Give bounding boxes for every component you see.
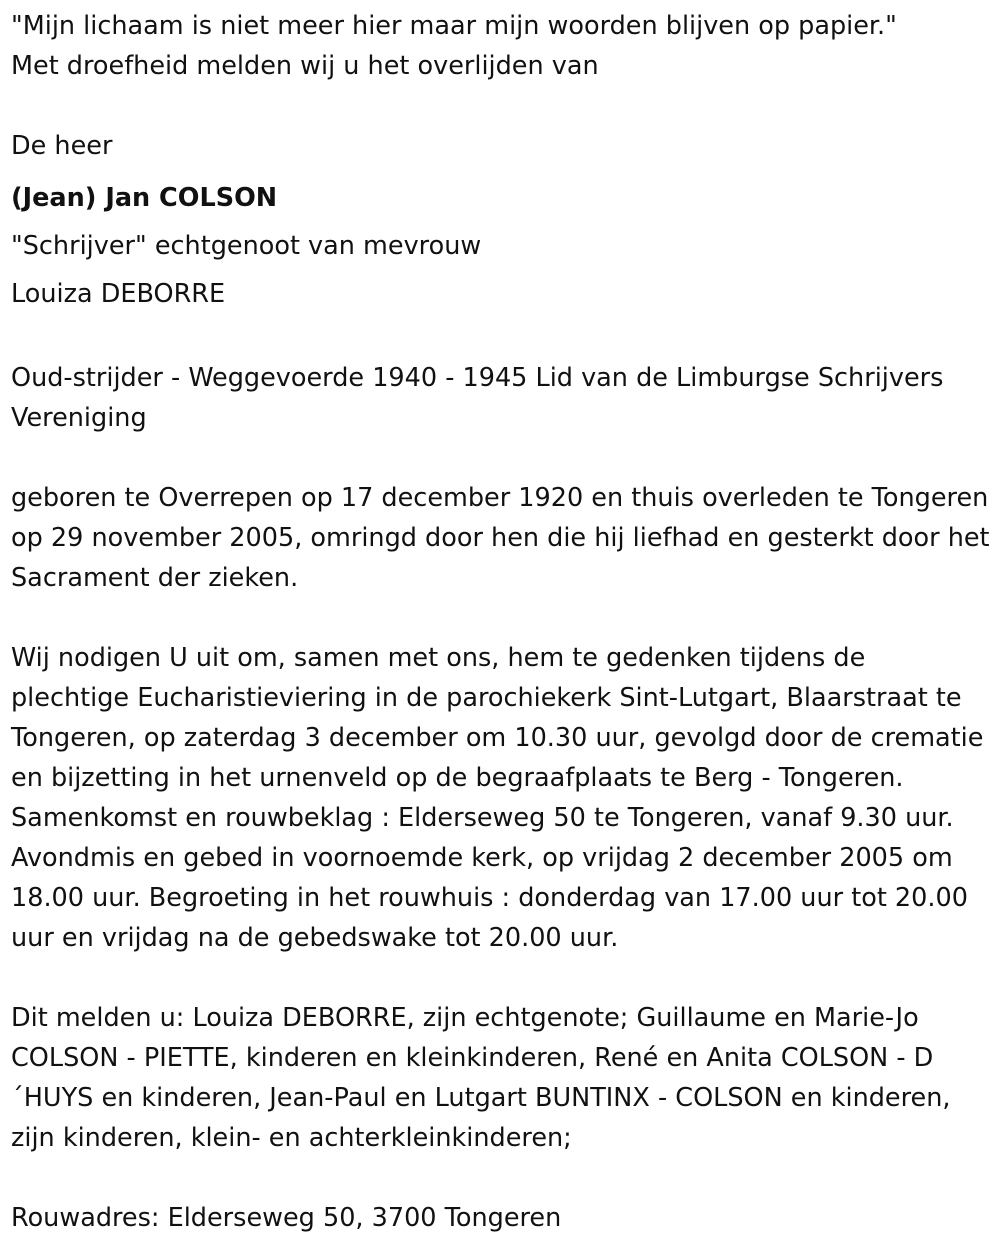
spacer <box>11 166 991 174</box>
intro-text: Met droefheid melden wij u het overlijden van <box>11 51 599 81</box>
spacer <box>11 86 991 126</box>
salutation: De heer <box>11 131 113 161</box>
deceased-name: (Jean) Jan COLSON <box>11 183 278 213</box>
family-text: Dit melden u: Louiza DEBORRE, zijn echtgenote; Guillaume en Marie-Jo COLSON - PIETTE, kinderen en kleinkinderen, René en Anita COLSON - D´HUYS en kinderen, Jean-Paul en Lutgart BUNTINX - COLSON en kinderen, zijn kinderen, klein- en achterkleinkinderen; <box>11 1003 951 1153</box>
obituary-document <box>11 6 991 1238</box>
spacer <box>11 598 991 638</box>
spacer <box>11 958 991 998</box>
ceremony-text: Wij nodigen U uit om, samen met ons, hem te gedenken tijdens de plechtige Eucharistieviering in de parochiekerk Sint-Lutgart, Blaarstraat te Tongeren, op zaterdag 3 december om 10.30 uur, gevolgd door de crematie en bijzetting in het urnenveld op de begraafplaats te Berg - Tongeren. Samenkomst en rouwbeklag : Elderseweg 50 te Tongeren, vanaf 9.30 uur. Avondmis en gebed in voornoemde kerk, op vrijdag 2 december 2005 om 18.00 uur. Begroeting in het rouwhuis : donderdag van 17.00 uur tot 20.00 uur en vrijdag na de gebedswake tot 20.00 uur. <box>11 643 984 953</box>
role-line: "Schrijver" echtgenoot van mevrouw <box>11 231 482 261</box>
spouse-name: Louiza DEBORRE <box>11 279 226 309</box>
mourning-address: Rouwadres: Elderseweg 50, 3700 Tongeren <box>11 1203 562 1233</box>
spacer <box>11 438 991 478</box>
spacer <box>11 1158 991 1198</box>
affiliations-text: Oud-strijder - Weggevoerde 1940 - 1945 Lid van de Limburgse Schrijvers Vereniging <box>11 363 944 433</box>
opening-quote: "Mijn lichaam is niet meer hier maar mijn woorden blijven op papier." <box>11 11 897 41</box>
spacer <box>11 318 991 358</box>
birth-death-text: geboren te Overrepen op 17 december 1920 en thuis overleden te Tongeren op 29 november 2005, omringd door hen die hij liefhad en gesterkt door het Sacrament der zieken. <box>11 483 990 593</box>
